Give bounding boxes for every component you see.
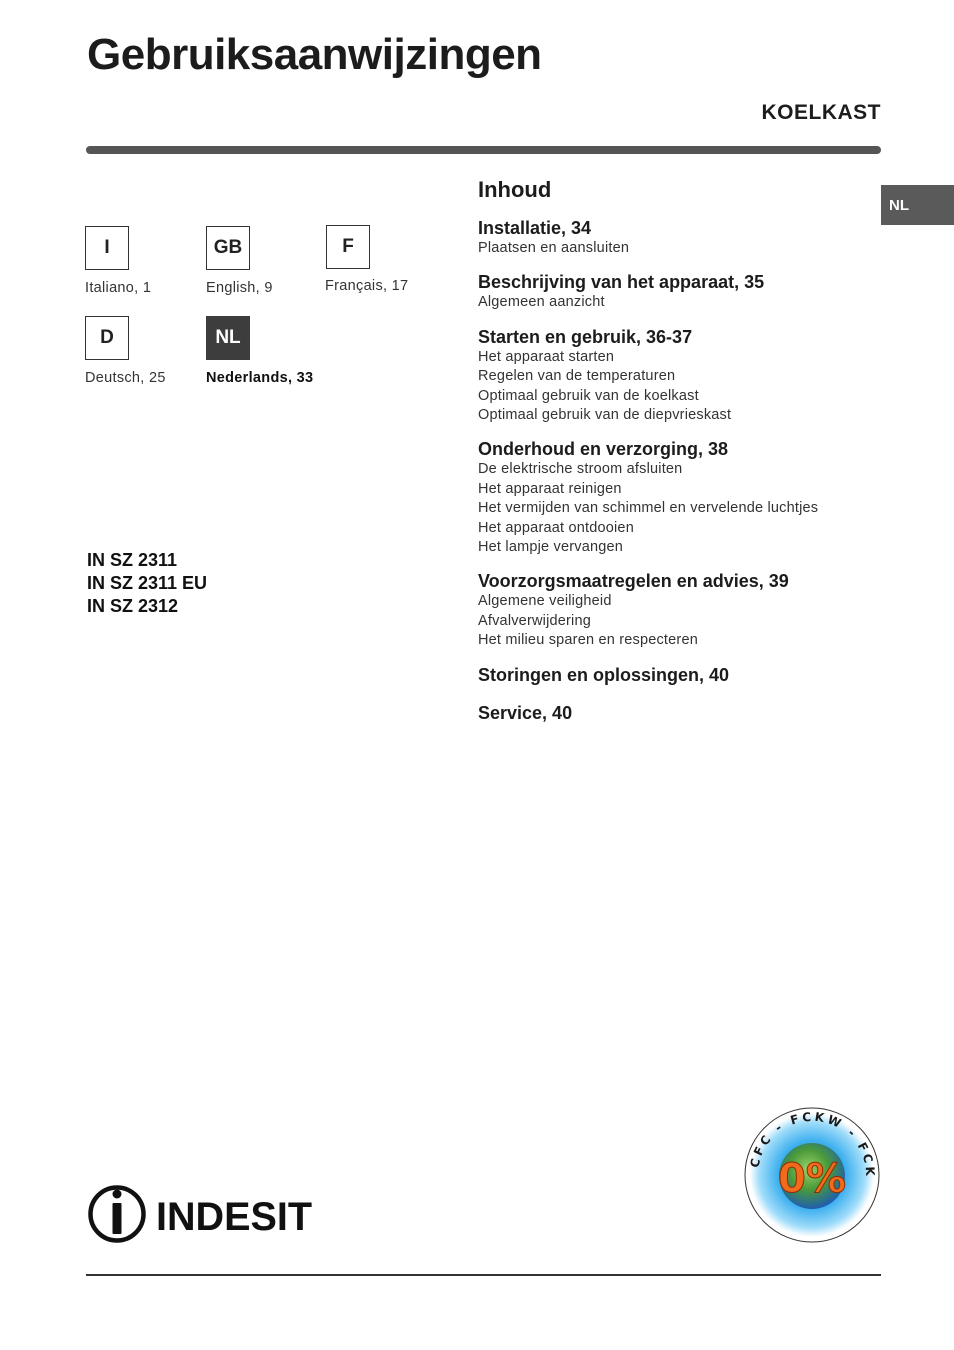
toc-section-service bbox=[478, 702, 878, 724]
toc-heading[interactable]: Voorzorgsmaatregelen en advies, 39 bbox=[478, 571, 789, 592]
toc-section-installatie bbox=[478, 217, 878, 258]
lang-caption-gb[interactable]: English, 9 bbox=[206, 280, 273, 296]
language-tab[interactable]: NL bbox=[881, 185, 954, 225]
toc-heading[interactable]: Onderhoud en verzorging, 38 bbox=[478, 439, 729, 460]
lang-box-gb[interactable]: GB bbox=[206, 226, 250, 270]
lang-caption-fr[interactable]: Français, 17 bbox=[325, 278, 409, 294]
footer-divider bbox=[86, 1274, 881, 1276]
lang-caption-de[interactable]: Deutsch, 25 bbox=[85, 370, 166, 386]
indesit-logo-icon bbox=[86, 1183, 316, 1245]
cfc-free-badge bbox=[743, 1106, 881, 1249]
toc-section-beschrijving bbox=[478, 271, 878, 312]
toc-item[interactable]: Het apparaat ontdooien bbox=[478, 519, 634, 536]
lang-box-it[interactable]: I bbox=[85, 226, 129, 270]
toc-heading[interactable]: Service, 40 bbox=[478, 702, 573, 723]
toc-item[interactable]: Het lampje vervangen bbox=[478, 539, 624, 556]
toc-item[interactable]: Het apparaat starten bbox=[478, 348, 615, 365]
cfc-free-badge-icon bbox=[743, 1106, 881, 1244]
toc-section-voorzorg bbox=[478, 570, 878, 650]
toc-heading[interactable]: Storingen en oplossingen, 40 bbox=[478, 664, 730, 685]
brand-name: INDESIT bbox=[156, 1195, 312, 1239]
toc-item[interactable]: Regelen van de temperaturen bbox=[478, 368, 676, 385]
toc-item[interactable]: Het milieu sparen en respecteren bbox=[478, 632, 698, 649]
page-title: Gebruiksaanwijzingen bbox=[87, 30, 542, 79]
table-of-contents bbox=[478, 177, 878, 737]
toc-section-storingen bbox=[478, 664, 878, 686]
toc-item[interactable]: Het vermijden van schimmel en vervelende luchtjes bbox=[478, 500, 819, 517]
toc-item[interactable]: De elektrische stroom afsluiten bbox=[478, 461, 683, 478]
model-number: IN SZ 2311 bbox=[87, 550, 178, 570]
toc-item[interactable]: Afvalverwijdering bbox=[478, 612, 591, 629]
toc-item[interactable]: Algemene veiligheid bbox=[478, 593, 612, 610]
lang-box-fr[interactable]: F bbox=[326, 225, 370, 269]
toc-heading[interactable]: Beschrijving van het apparaat, 35 bbox=[478, 272, 765, 293]
model-list bbox=[87, 549, 207, 618]
lang-caption-nl[interactable]: Nederlands, 33 bbox=[206, 370, 314, 386]
toc-title: Inhoud bbox=[478, 177, 552, 202]
lang-box-de[interactable]: D bbox=[85, 316, 129, 360]
lang-caption-it[interactable]: Italiano, 1 bbox=[85, 280, 152, 296]
lang-box-nl[interactable]: NL bbox=[206, 316, 250, 360]
toc-section-starten bbox=[478, 326, 878, 426]
brand-logo bbox=[86, 1183, 316, 1250]
toc-item[interactable]: Algemeen aanzicht bbox=[478, 294, 605, 311]
toc-item[interactable]: Het apparaat reinigen bbox=[478, 480, 622, 497]
product-type: KOELKAST bbox=[761, 101, 881, 124]
header-divider bbox=[86, 146, 881, 154]
model-number: IN SZ 2311 EU bbox=[87, 573, 208, 593]
toc-item[interactable]: Optimaal gebruik van de diepvrieskast bbox=[478, 407, 732, 424]
toc-heading[interactable]: Installatie, 34 bbox=[478, 218, 592, 238]
toc-heading[interactable]: Starten en gebruik, 36-37 bbox=[478, 326, 693, 347]
badge-value: 0% bbox=[778, 1156, 846, 1202]
badge-ring-text: CFC - FCKW - FCK bbox=[747, 1109, 878, 1180]
toc-section-onderhoud bbox=[478, 438, 878, 557]
model-number: IN SZ 2312 bbox=[87, 596, 179, 616]
toc-item[interactable]: Plaatsen en aansluiten bbox=[478, 240, 630, 256]
toc-item[interactable]: Optimaal gebruik van de koelkast bbox=[478, 387, 699, 404]
